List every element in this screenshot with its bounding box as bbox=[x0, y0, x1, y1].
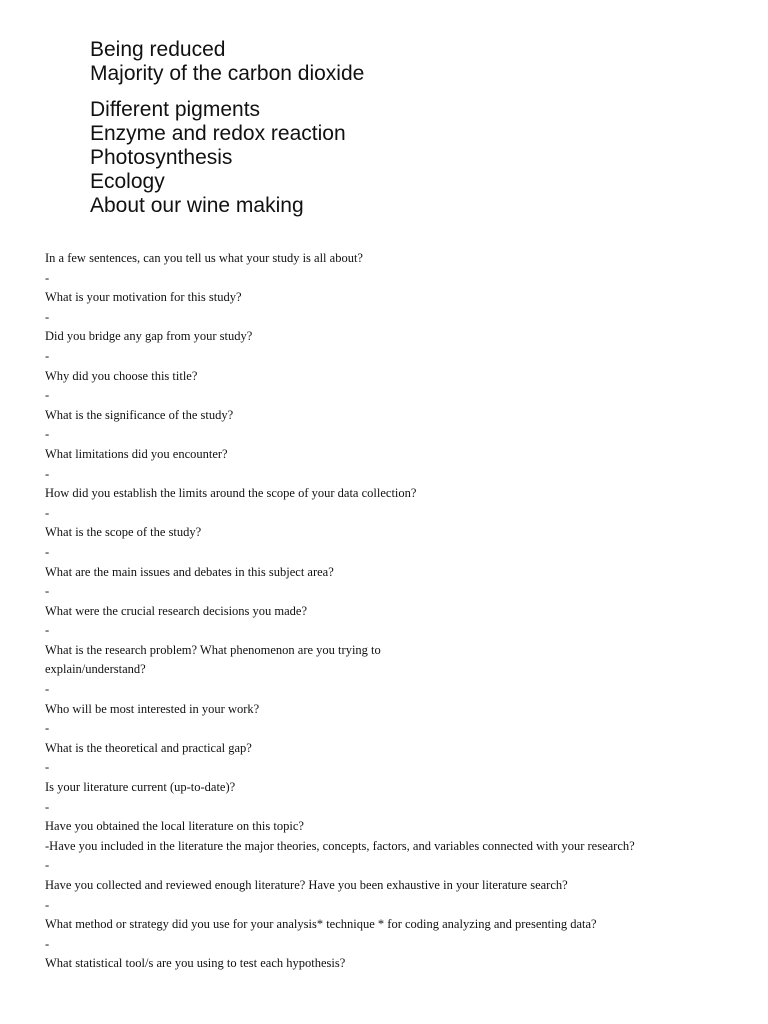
question-line: Did you bridge any gap from your study? bbox=[45, 329, 253, 344]
question-line: In a few sentences, can you tell us what your study is all about? bbox=[45, 251, 363, 265]
question-list bbox=[45, 249, 745, 974]
answer-dash: - bbox=[45, 623, 50, 638]
question-line: How did you establish the limits around the scope of your data collection? bbox=[45, 486, 417, 501]
answer-dash: - bbox=[45, 427, 50, 442]
topic-item: About our wine making bbox=[90, 194, 304, 217]
answer-dash: - bbox=[45, 799, 50, 814]
answer-dash: - bbox=[45, 270, 50, 285]
answer-dash: - bbox=[45, 348, 50, 363]
answer-dash: - bbox=[45, 505, 50, 520]
question-line: Who will be most interested in your work? bbox=[45, 701, 260, 716]
question-line: What method or strategy did you use for your analysis* technique * for coding analyzing and presenting data? bbox=[45, 917, 597, 932]
answer-dash: - bbox=[45, 584, 50, 599]
question-line: What is the theoretical and practical gap? bbox=[45, 740, 252, 755]
answer-dash: - bbox=[45, 721, 50, 736]
question-line: Why did you choose this title? bbox=[45, 368, 198, 383]
question-line: What is your motivation for this study? bbox=[45, 290, 242, 305]
answer-dash: - bbox=[45, 388, 50, 403]
topic-item: Being reduced bbox=[90, 38, 226, 61]
topic-item: Photosynthesis bbox=[90, 146, 233, 169]
answer-dash: - bbox=[45, 897, 50, 912]
question-line: What limitations did you encounter? bbox=[45, 446, 228, 461]
answer-dash: - bbox=[45, 682, 50, 697]
question-line: Is your literature current (up-to-date)? bbox=[45, 780, 236, 795]
answer-dash: - bbox=[45, 858, 50, 873]
topic-group-2 bbox=[90, 98, 364, 218]
question-line: Have you obtained the local literature on this topic? bbox=[45, 819, 304, 834]
topic-item: Ecology bbox=[90, 170, 165, 193]
question-line: Have you collected and reviewed enough literature? Have you been exhaustive in your literature search? bbox=[45, 878, 568, 892]
question-line: What statistical tool/s are you using to test each hypothesis? bbox=[45, 956, 346, 971]
question-line: -Have you included in the literature the major theories, concepts, factors, and variables connected with your research? bbox=[45, 838, 635, 853]
topic-list bbox=[90, 38, 364, 218]
topic-group-1 bbox=[90, 38, 364, 86]
question-line: What is the scope of the study? bbox=[45, 525, 202, 540]
answer-dash: - bbox=[45, 760, 50, 775]
answer-dash: - bbox=[45, 936, 50, 951]
question-line: What is the significance of the study? bbox=[45, 407, 234, 422]
question-line: What is the research problem? What phenomenon are you trying to bbox=[45, 642, 381, 657]
answer-dash: - bbox=[45, 544, 50, 559]
question-line: What are the main issues and debates in this subject area? bbox=[45, 564, 334, 579]
topic-item: Different pigments bbox=[90, 98, 261, 121]
answer-dash: - bbox=[45, 466, 50, 481]
question-line: What were the crucial research decisions you made? bbox=[45, 603, 308, 618]
question-line-continued: explain/understand? bbox=[45, 662, 146, 677]
topic-item: Majority of the carbon dioxide bbox=[90, 62, 365, 85]
answer-dash: - bbox=[45, 309, 50, 324]
topic-item: Enzyme and redox reaction bbox=[90, 122, 346, 145]
